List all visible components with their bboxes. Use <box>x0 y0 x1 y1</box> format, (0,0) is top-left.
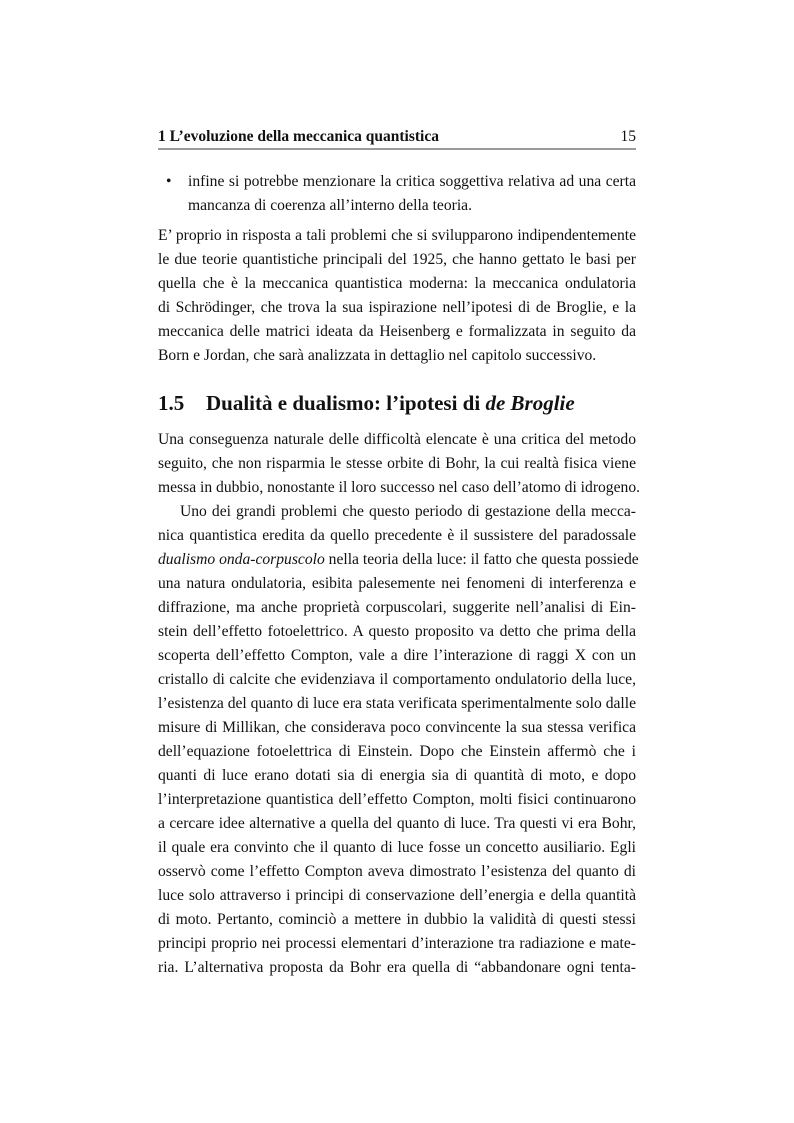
section-title-italic: de Broglie <box>485 391 575 415</box>
section-number: 1.5 <box>158 391 185 415</box>
text-line: Born e Jordan, che sarà analizzata in dettaglio nel capitolo successivo. <box>158 347 597 364</box>
text-line: le due teorie quantistiche principali del 1925, che hanno gettato le basi per <box>158 251 636 268</box>
bullet-item-line: mancanza di coerenza all’interno della teoria. <box>188 197 472 214</box>
text-line: ria. L’alternativa proposta da Bohr era quella di “abbandonare ogni tenta- <box>158 959 636 976</box>
text-line: il quale era convinto che il quanto di luce fosse un concetto ausiliario. Egli <box>158 839 636 856</box>
text-line <box>158 548 639 572</box>
bullet-icon: • <box>166 173 172 190</box>
text-line: l’interpretazione quantistica dell’effetto Compton, molti fisici continuarono <box>158 791 636 808</box>
text-line: a cercare idee alternative a quella del quanto di luce. Tra questi vi era Bohr, <box>158 815 636 832</box>
header-rule <box>158 148 636 150</box>
running-header <box>158 124 636 146</box>
text-line: Una conseguenza naturale delle difficoltà elencate è una critica del metodo <box>158 431 636 448</box>
text-line: cristallo di calcite che evidenziava il comportamento ondulatorio della luce, <box>158 671 636 688</box>
text-line: nica quantistica eredita da quello precedente è il sussistere del paradossale <box>158 527 636 544</box>
text-line: una natura ondulatoria, esibita palesemente nei fenomeni di interferenza e <box>158 575 636 592</box>
emphasis-text: dualismo onda-corpuscolo <box>158 551 325 568</box>
text-line: stein dell’effetto fotoelettrico. A questo proposito va detto che prima della <box>158 623 636 640</box>
text-line: principi proprio nei processi elementari d’interazione tra radiazione e mate- <box>158 935 636 952</box>
text-line: quella che è la meccanica quantistica moderna: la meccanica ondulatoria <box>158 275 636 292</box>
text-line: di moto. Pertanto, cominciò a mettere in dubbio la validità di questi stessi <box>158 911 636 928</box>
text-line: osservò come l’effetto Compton aveva dimostrato l’esistenza del quanto di <box>158 863 636 880</box>
text-line: meccanica delle matrici ideata da Heisenberg e formalizzata in seguito da <box>158 323 636 340</box>
page-number: 15 <box>620 128 636 145</box>
chapter-title: 1 L’evoluzione della meccanica quantistica <box>158 128 439 145</box>
text-line: l’esistenza del quanto di luce era stata verificata sperimentalmente solo dalle <box>158 695 637 712</box>
text-span: nella teoria della luce: il fatto che questa possiede <box>324 551 639 568</box>
section-title: Dualità e dualismo: l’ipotesi di <box>206 391 486 415</box>
text-line: seguito, che non risparmia le stesse orbite di Bohr, la cui realtà fisica viene <box>158 455 636 472</box>
section-heading <box>158 388 636 418</box>
text-line: dell’equazione fotoelettrica di Einstein. Dopo che Einstein affermò che i <box>158 743 636 760</box>
text-line: E’ proprio in risposta a tali problemi che si svilupparono indipendentemente <box>158 227 636 244</box>
text-line: infine si potrebbe menzionare la critica soggettiva relativa ad una certa <box>188 173 636 190</box>
text-line: quanti di luce erano dotati sia di energia sia di quantità di moto, e dopo <box>158 767 636 784</box>
text-line: Uno dei grandi problemi che questo periodo di gestazione della mecca- <box>180 503 636 520</box>
bullet-item-line <box>166 170 636 194</box>
text-line: messa in dubbio, nonostante il loro successo nel caso dell’atomo di idrogeno. <box>158 479 641 496</box>
text-line: di Schrödinger, che trova la sua ispirazione nell’ipotesi di de Broglie, e la <box>158 299 636 316</box>
text-line: misure di Millikan, che considerava poco convincente la sua stessa verifica <box>158 719 636 736</box>
text-line: scoperta dell’effetto Compton, vale a dire l’interazione di raggi X con un <box>158 647 636 664</box>
text-line: luce solo attraverso i principi di conservazione dell’energia e della quantità <box>158 887 636 904</box>
text-line: diffrazione, ma anche proprietà corpuscolari, suggerite nell’analisi di Ein- <box>158 599 636 616</box>
